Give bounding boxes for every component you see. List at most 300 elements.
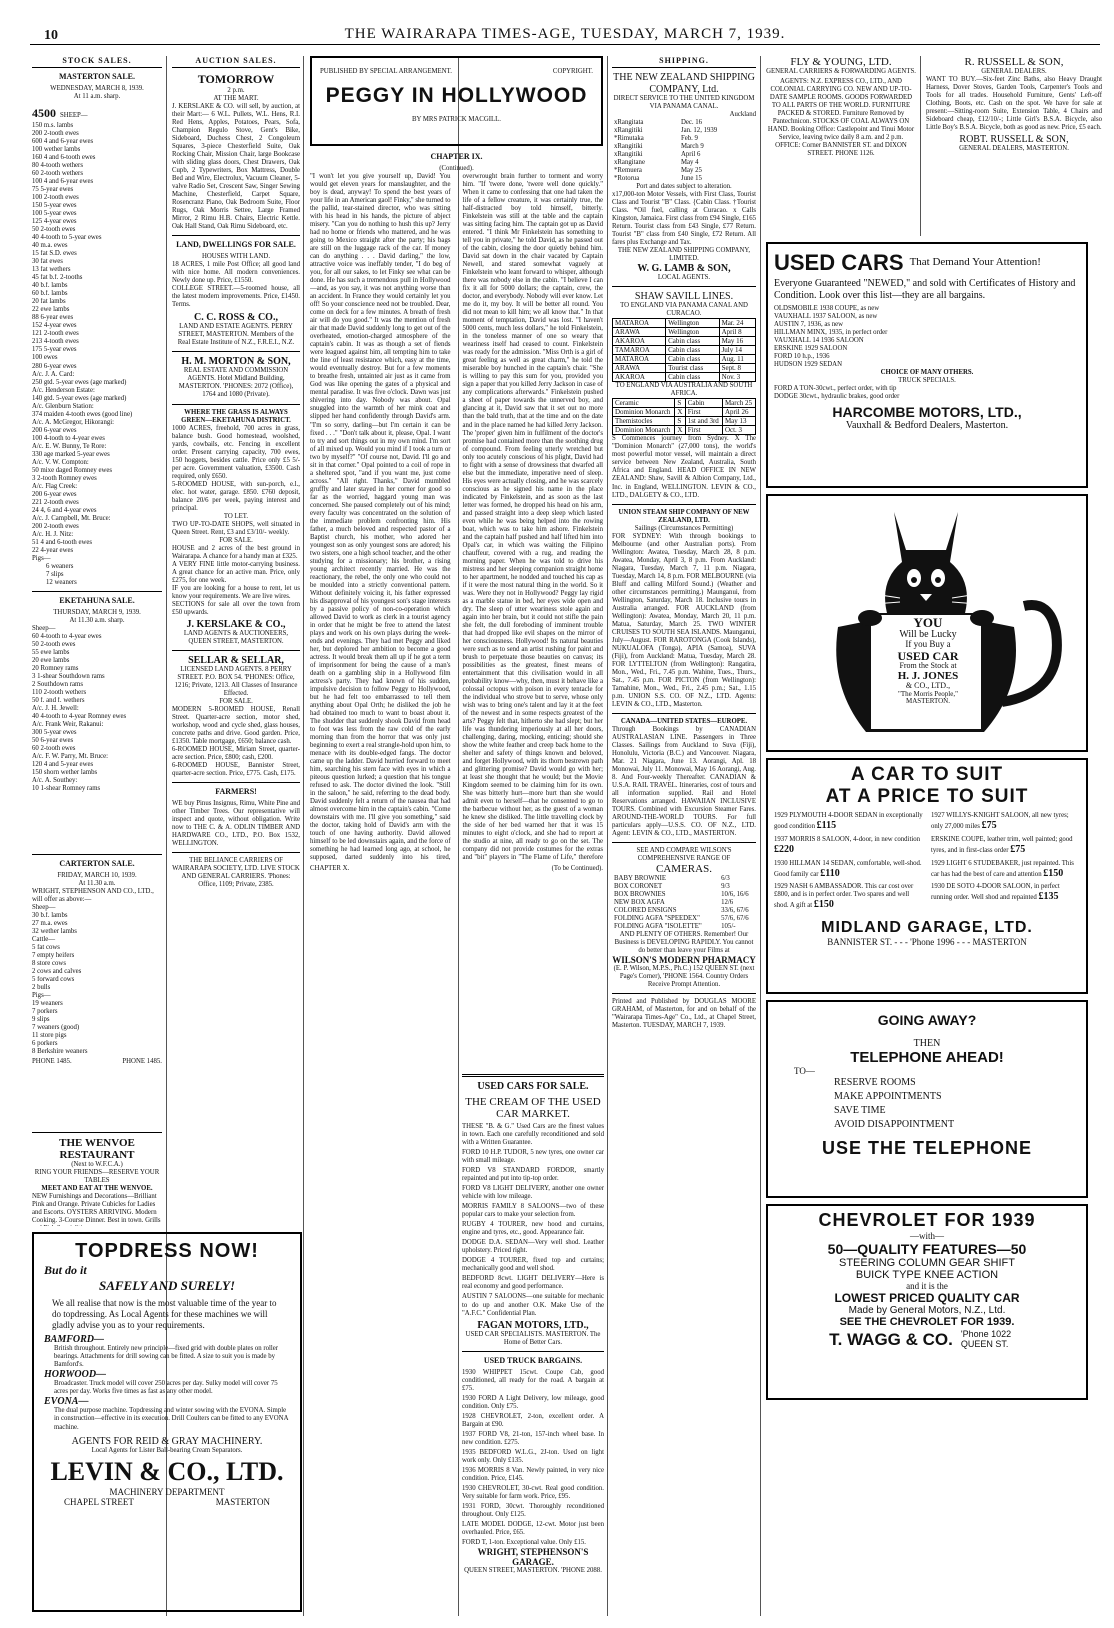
list-item: 22 4-year ewes — [32, 546, 74, 554]
wright-stephenson-text: WRIGHT, STEPHENSON AND CO., LTD., will offer as above:— — [32, 888, 154, 904]
port-note: Port and dates subject to alteration. — [636, 183, 732, 191]
divider — [172, 852, 300, 853]
list-item: DODGE 30cwt., hydraulic brakes, good order — [774, 393, 900, 401]
list-item: 51 4 and 6-tooth ewes — [32, 538, 93, 546]
car-description: 1930 HILLMAN 14 SEDAN, comfortable, well-shod. Good family car — [774, 859, 922, 878]
two-shops: TWO UP-TO-DATE SHOPS, well situated in Queen Street. Rent, £3 and £3/10/- weekly. — [172, 520, 300, 536]
for-sale-heading-2: FOR SALE. — [219, 698, 253, 705]
list-item: 32 wether lambs — [32, 928, 77, 936]
list-item: 100 2-tooth ewes — [32, 194, 79, 202]
table-cell: April 6 — [680, 151, 701, 159]
auction-sales-header: AUCTION SALES. — [172, 56, 300, 68]
table-cell: Nov. 3 — [719, 373, 755, 382]
list-item: 50 f. and f. wethers — [32, 697, 85, 705]
eketahuna-sale-heading: EKETAHUNA SALE. — [59, 595, 135, 605]
list-item: HILLMAN MINX, 1935, in perfect order — [774, 329, 888, 337]
midland-left-list — [774, 812, 923, 915]
list-item: 213 4-tooth ewes — [32, 338, 79, 346]
levin-name: LEVIN & CO., LTD. — [50, 1456, 284, 1486]
table-cell: May 16 — [719, 337, 755, 346]
list-item: 60 b.f. lambs — [32, 290, 68, 298]
table-cell: Cabin class — [666, 373, 719, 382]
divider — [612, 993, 756, 994]
list-item: 60 4-tooth to 4-year ewes — [32, 632, 102, 640]
list-item: 250 gtd. 5-year ewes (age marked) — [32, 378, 127, 386]
list-item: 3 2-tooth Romney ewes — [32, 474, 97, 482]
tomorrow-time: 2 p.m. — [227, 87, 245, 94]
chapter-heading: CHAPTER IX. — [430, 152, 483, 161]
list-item: 100 5-year ewes — [32, 210, 77, 218]
list-item: 60 2-tooth wethers — [32, 170, 83, 178]
harcombe-list — [774, 305, 1080, 369]
list-item: FORD V8 STANDARD FORDOR, smartly repainted and put into tip-top order. — [462, 1167, 604, 1183]
list-item: A/c. Flag Creek: — [32, 482, 78, 490]
at-mart: AT THE MART. — [213, 95, 259, 103]
russell-footer-sub: GENERAL DEALERS, MASTERTON. — [959, 145, 1069, 153]
use-telephone: USE THE TELEPHONE — [821, 1138, 1033, 1158]
table-cell: 1st and 3rd — [685, 417, 722, 426]
list-item: 1930 FORD A Light Delivery, low mileage, good condition. Only £75. — [462, 1394, 604, 1410]
column-rule — [920, 56, 921, 236]
priced-car — [931, 812, 1080, 832]
table-row — [612, 159, 756, 167]
beliance-carriers: THE BELIANCE CARRIERS OF WAIRARAPA SOCIETY, LTD. LIVE STOCK AND GENERAL CARRIERS. 'Phones: Office, 1109; Private, 2385. — [172, 857, 300, 889]
column-rule — [303, 56, 304, 1616]
list-item: MAKE APPOINTMENTS — [834, 1091, 942, 1102]
list-item: 50 6-year ewes — [32, 737, 74, 745]
wagg-phone: 'Phone 1022 QUEEN ST. — [960, 1329, 1012, 1349]
phone-right: PHONE 1485. — [122, 1058, 162, 1066]
list-item: 11 store pigs — [32, 1032, 67, 1040]
list-item: 2 Southdown rams — [32, 681, 83, 689]
list-item: A/c. A. McGregor, Hikorangi: — [32, 418, 115, 426]
harcombe-sub: Vauxhall & Bedford Dealers, Masterton. — [845, 420, 1009, 432]
shaw-title: SHAW SAVILL LINES. — [634, 291, 734, 303]
divider — [172, 235, 300, 236]
list-item: DODGE D.A. SEDAN—Very well shod. Leather upholstery. Priced right. — [462, 1239, 604, 1255]
list-item: A/c. J. H. Jewell: — [32, 705, 79, 713]
table-cell: BABY BROWNIE — [614, 875, 667, 883]
five-room-house: 5-ROOMED HOUSE, with sun-porch, e.l., elec. hot water, garage. £850. £760 deposit, balance 20/6 per week, paying interest and principal. — [172, 480, 300, 512]
table-cell: 9/3 — [721, 883, 730, 891]
list-item: LATE MODEL DODGE, 12-cwt. Motor just been overhauled. Price, £65. — [462, 1520, 604, 1536]
ad-college-street: COLLEGE STREET.—5-roomed house, all the latest modern improvements. Price, £1450. Terms. — [172, 285, 300, 309]
table-cell: xRangitane — [614, 159, 645, 167]
sheep-list — [32, 122, 162, 555]
chevrolet-buick: BUICK TYPE KNEE ACTION — [855, 1269, 999, 1281]
list-item: 88 6-year ewes — [32, 314, 74, 322]
table-cell: July 14 — [719, 346, 755, 355]
divider — [32, 854, 162, 855]
list-item: FORD A TON-30cwt., perfect order, with tip — [774, 385, 897, 393]
wenvoe-body: NEW Furnishings and Decorations—Brilliant Pink and Orange. Private Cubicles for Ladies and Escorts. OYSTERS ARRIVING. Modern Cooking. 3-Course Dinner. Best in town. Grills — [32, 1193, 161, 1225]
list-item: 8 store cows — [32, 960, 66, 968]
table-cell: Cabin class — [666, 346, 719, 355]
midland-name: MIDLAND GARAGE, LTD. — [821, 919, 1033, 937]
sheep-total-line — [32, 104, 162, 122]
shaw-sa-heading: TO ENGLAND VIA AUSTRALIA AND SOUTH AFRICA. — [615, 382, 753, 398]
ad-18-acres: 18 ACRES, 1 mile Post Office; all good land with nice home. All modern conveniences. Newly done up. Price, £1550. — [172, 261, 300, 285]
midland-right-list — [931, 812, 1080, 915]
jones-name: H. J. JONES — [897, 669, 959, 682]
list-item: VAUXHALL 1937 SALOON, as new — [774, 313, 878, 321]
table-row — [613, 399, 756, 408]
list-item: 7 porkers — [32, 1008, 58, 1016]
list-item: A/c. H. J. Nitz: — [32, 530, 74, 538]
six-room-miriam: 6-ROOMED HOUSE, Miriam Street, quarter-acre section. Price, £800; cash, £200. — [172, 746, 300, 762]
list-item: 13 fat wethers — [32, 266, 71, 274]
list-item: A/c. Henderson Estate: — [32, 386, 95, 394]
kerslake-sub: LAND AGENTS & AUCTIONEERS, QUEEN STREET, MASTERTON. — [183, 629, 289, 645]
table-cell: ARAWA — [613, 328, 666, 337]
list-item: ERSKINE 1929 SALOON — [774, 345, 848, 353]
table-row — [612, 135, 756, 143]
table-cell: Tourist class — [666, 364, 719, 373]
levin-dept: MACHINERY DEPARTMENT — [109, 1486, 225, 1497]
union-title: UNION STEAM SHIP COMPANY OF NEW ZEALAND, LTD. — [618, 508, 750, 524]
union-body: FOR SYDNEY: With through bookings to Melbourne (and other Australian ports). From Wellington: Awatea, Tuesday, March 28, 8 p.m. Awatea, Monday, April 3, 8 p.m. From Auckland: Niagara, Tuesday, March 7, 11 p.m. Niagara, Tuesday, March 14, 8 p.m. FOR MELBOURNE (via Bluff and calling Milford Sound.) (Weather and other circumstances permitting.) Maunganui, from Wellington, Saturday, March 18. Inclusive tours in Australia arranged. FOR AUCKLAND (from Wellington): Awatea, Monday, March 20, 11 p.m. Matua, Saturday, March 25. TWO WINTER CRUISES TO SOUTH SEA ISLANDS. Maunganui, July—August. FOR RAROTONGA (Cook Islands), NUKUALOFA (Tonga), APIA (Samoa), SUVA (Fiji), from Auckland: Matua, Tuesday, March 28. FOR LYTTELTON (from Wellington): Rangatira, Mon., Wed., Fri., 7.45 p.m. Wahine, Tues., Thurs., Sat., 7.45 p.m. FOR PICTON (from Wellington): Tamahine, Mon., Wed., Fri., 2.45 p.m.; Sat., 1.15 p.m. UNION S.S. CO. OF N.Z., LTD. Agents: LEVIN & CO., LTD., Masterton. — [612, 532, 756, 708]
kerslake-name: J. KERSLAKE & CO., — [186, 618, 286, 630]
wagg-line — [774, 1330, 1080, 1350]
wright-garage-sub: QUEEN STREET, MASTERTON. 'PHONE 2088. — [464, 1566, 602, 1574]
list-item: 150 5-year ewes — [32, 202, 77, 210]
table-row — [613, 417, 756, 426]
table-cell: Cabin — [685, 399, 722, 408]
sections-ad: SECTIONS for sale all over the town from £50 upwards. — [172, 600, 300, 616]
list-item: A/c. V. W. Compton: — [32, 458, 89, 466]
table-row — [612, 883, 756, 891]
list-item: 1935 BEDFORD W.L.G., 2J-ton. Used on light work only. Only £135. — [462, 1448, 604, 1464]
table-cell: Dominion Monarch — [613, 426, 675, 435]
table-cell: Dec. 16 — [680, 119, 703, 127]
priced-car — [774, 812, 923, 832]
to-be-continued: (To be Continued). — [551, 865, 603, 873]
list-item: 125 4-year ewes — [32, 218, 77, 226]
topdress-intro: We all realise that now is the most valuable time of the year to do topdressing. As Local Agents for these machines we will gladly advise you as to your requirements. — [52, 1298, 277, 1330]
eketahuna-sale-date: THURSDAY, MARCH 9, 1939. — [53, 608, 141, 616]
jones-sign — [872, 616, 984, 705]
midland-ad — [766, 758, 1088, 994]
wenvoe-ad — [32, 1128, 162, 1226]
table-cell: COLORED ENSIGNS — [614, 907, 677, 915]
going-away: GOING AWAY? — [877, 1012, 977, 1028]
house-two-acres: HOUSE and 2 acres of the best ground in Wairarapa. A chance for a handy man at £325. — [172, 544, 300, 560]
table-cell: *Remuera — [614, 167, 642, 175]
table-cell: 10/6, 16/6 — [721, 891, 749, 899]
list-item: 24 4, 6 and 4-year ewes — [32, 506, 97, 514]
car-description: 1937 MORRIS 8 SALOON, 4-door, in new condition — [774, 835, 921, 843]
list-item: HUDSON 1929 SEDAN — [774, 361, 842, 369]
list-item: 160 4 and 6-tooth ewes — [32, 154, 96, 162]
priced-car — [931, 860, 1080, 880]
table-cell: 6/3 — [721, 875, 730, 883]
wagg-name: T. WAGG & CO. — [829, 1330, 953, 1349]
list-item: 120 4 and 5-year ewes — [32, 761, 94, 769]
table-cell: ARAWA — [613, 364, 666, 373]
ross-sub: LAND AND ESTATE AGENTS. PERRY STREET, MASTERTON. Members of the Real Estate Institute of N.Z., F.R.E.I., N.Z. — [177, 323, 295, 347]
list-item: Sheep— — [32, 624, 56, 632]
topdress-local: Local Agents for Lister Ball-bearing Cream Separators. — [91, 1446, 243, 1454]
divider — [612, 713, 756, 714]
bamford-body: British throughout. Entirely new principle—fixed grid with double plates on roller bearings. Attachments for drill sowing can be fitted. A size to suit you is made by Bamford's. — [54, 1345, 279, 1369]
list-item: 19 weaners — [32, 1000, 63, 1008]
list-item: 55 ewe lambs — [32, 649, 70, 657]
russell-footer: ROBT. RUSSELL & SON, — [959, 134, 1069, 146]
divider — [172, 782, 300, 783]
eketahuna-sale-time: At 11.30 a.m. sharp. — [69, 616, 125, 624]
list-item: 200 6-year ewes — [32, 490, 77, 498]
car-description: 1930 DE SOTO 4-DOOR SALOON, in perfect running order. Well shod and repainted — [931, 883, 1060, 902]
list-item: 152 4-year ewes — [32, 322, 77, 330]
list-item: 300 5-year ewes — [32, 729, 77, 737]
lamb-sub: LOCAL AGENTS. — [657, 274, 711, 282]
priced-car — [774, 860, 923, 880]
priced-car — [931, 836, 1080, 856]
table-cell: *Rimutaka — [614, 135, 644, 143]
masthead-title: THE WAIRARAPA TIMES-AGE, TUESDAY, MARCH 7, 1939. — [344, 26, 786, 42]
list-item: 15 fat S.D. ewes — [32, 250, 77, 258]
table-row — [613, 355, 756, 364]
list-item: Sheep— — [32, 904, 56, 912]
list-item: 30 b.f. lambs — [32, 912, 68, 920]
car-price: £75 — [1010, 843, 1026, 855]
list-item: 1931 FORD, 30cwt. Thoroughly reconditioned throughout. Only £125. — [462, 1502, 604, 1518]
ross-name: C. C. ROSS & CO., — [194, 312, 278, 324]
list-item: 2 cows and calves — [32, 968, 82, 976]
divider — [32, 591, 162, 592]
list-item: 60 2-tooth ewes — [32, 745, 76, 753]
table-cell: 33/6, 67/6 — [721, 907, 749, 915]
table-cell: Ceramic — [613, 399, 675, 408]
jones-from: From the Stock at — [899, 661, 957, 671]
jones-usedcar: USED CAR — [897, 648, 959, 663]
car-description: 1929 NASH 6 AMBASSADOR. This car cost over £800, and is in perfect order. Two spares and well shod. A gift at — [774, 883, 914, 910]
fagan-sub: USED CAR SPECIALISTS. MASTERTON. The Home of Better Cars. — [465, 1330, 601, 1346]
list-item: 200 6-year ewes — [32, 426, 77, 434]
table-row — [612, 175, 756, 183]
canada-body: Through Bookings by CANADIAN AUSTRALASIAN LINE. Passengers in Three Classes. Sailings from Auckland to Suva (Fiji), Honolulu, Victoria (B.C.) and Vancouver. Niagara, Mar. 21 Niagara, June 13. Aorangi, Apl. 18 Monowai, July 11. Monowai, May 16 Aorangi, Aug. 8. And Four-weekly Thereafter. CANADIAN & U.S.A. RAIL TRAVEL. Itineraries, cost of tours and all information supplied. Rail and Hotel Reservations arranged. HAWAIIAN INCLUSIVE TOURS. Combined with Excursion Steamer Fares. AROUND-THE-WORLD TOURS. For full particulars apply—U.S.S. CO. OF N.Z., LTD. Agent: LEVIN & CO., LTD., MASTERTON. — [612, 725, 756, 838]
grass-heading: WHERE THE GRASS IS ALWAYS GREEN—EKETAHUNA DISTRICT. — [181, 408, 291, 424]
table-cell: TAMAROA — [613, 346, 666, 355]
masterton-sale-time: At 11 a.m. sharp. — [73, 93, 121, 101]
table-row — [612, 151, 756, 159]
table-cell: Themistocles — [613, 417, 675, 426]
serial-author: BY MRS PATRICK MACGILL. — [411, 116, 501, 124]
chevrolet-ad — [766, 1204, 1088, 1400]
serial-footer — [310, 865, 603, 873]
car-description: 1927 WILLYS-KNIGHT SALOON, all new tyres; only 27,000 miles — [931, 812, 1069, 831]
carterton-column — [32, 850, 162, 1125]
table-row — [613, 337, 756, 346]
table-cell: Dominion Monarch — [613, 408, 675, 417]
midland-sub: BANNISTER ST. - - - 'Phone 1996 - - - MASTERTON — [827, 937, 1027, 948]
list-item: A/c. Glenburn Station: — [32, 402, 94, 410]
list-item: RUGBY 4 TOURER, new hood and curtains, engine and tyres, etc., good. Appearance fair. — [462, 1221, 604, 1237]
list-item: 200 2-tooth ewes — [32, 522, 79, 530]
harcombe-tag: That Demand Your Attention! — [909, 256, 1041, 269]
list-item: 110 2-tooth wethers — [32, 689, 87, 697]
used-cars-column — [462, 1070, 604, 1618]
carterton-list — [32, 904, 162, 1056]
sheep-label: SHEEP— — [60, 112, 88, 120]
masthead — [30, 22, 1100, 45]
jones-you: YOU — [913, 615, 943, 630]
table-cell: 105/- — [721, 923, 736, 931]
table-cell: Sept. 8 — [719, 364, 755, 373]
list-item: 40 m.a. ewes — [32, 242, 68, 250]
union-sub: Sailings (Circumstances Permitting) — [634, 524, 734, 532]
list-item: FORD 10 h.p., 1936 — [774, 353, 830, 361]
list-item: 7 slips — [46, 570, 64, 578]
list-item: 20 ewe lambs — [32, 657, 70, 665]
list-item: 1936 MORRIS 8 Van. Newly painted, in very nice condition. Price, £145. — [462, 1466, 604, 1482]
table-cell: MATAROA — [613, 355, 666, 364]
houses-heading: HOUSES WITH LAND. — [201, 253, 271, 261]
list-item: 27 m.a. ewes — [32, 920, 68, 928]
wilson-sub: (E. P. Wilson, M.P.S., Ph.C.) 152 QUEEN ST. (next Page's Corner), 'PHONE 1564. Country Orders Receive Prompt Attention. — [613, 965, 755, 989]
list-item: 6 weaners — [46, 562, 74, 570]
russell-title: R. RUSSELL & SON, — [964, 56, 1064, 68]
harcombe-ad — [766, 242, 1088, 488]
topdress-title: TOPDRESS NOW! — [75, 1240, 259, 1262]
serial-copyright: COPYRIGHT. — [552, 68, 593, 75]
list-item: AVOID DISAPPOINTMENT — [834, 1119, 955, 1130]
six-room-bannister: 6-ROOMED HOUSE, Bannister Street, quarter-acre section. Price, £775. Cash, £175. — [172, 762, 300, 778]
harcombe-body: Everyone Guaranteed "NEWED," and sold with Certificates of History and Condition. Look over this list—they are all bargains. — [774, 278, 1076, 301]
table-row — [613, 319, 756, 328]
table-cell: May 13 — [722, 417, 755, 426]
wenvoe-sub: (Next to W.F.C.A.) — [71, 1161, 123, 1169]
priced-car — [931, 883, 1080, 903]
modern-five-room: MODERN 5-ROOMED HOUSE, Renall Street. Quarter-acre section, motor shed, workshop, wood and cycle shed, glass houses, concrete paths and drive. Good garden. Price, £1350. Table mortgage, £650; balance cash. — [172, 706, 300, 746]
house-to-rent: IF you are looking for a house to rent, let us know your requirements. We are live wires. — [172, 584, 300, 600]
list-item: A/c. Frank Weir, Rakanui: — [32, 721, 104, 729]
table-cell: FOLDING AGFA "ISOLETTE" — [614, 923, 702, 931]
list-item: A/c. F. W. Parry, Mt. Bruce: — [32, 753, 109, 761]
list-item: VAUXHALL 14 1936 SALOON — [774, 337, 864, 345]
priced-car — [774, 883, 923, 911]
kerslake-auction: J. KERSLAKE & CO. will sell, by auction, at their Mart:— 6 W.L. Pullets, W.L. Hens, R.I. Red Hens, Apples, Potatoes, Pears, Sofa, Champion Regulo Stove, Gent's Bike, Sideboard, Duchess Chest, 2 Congoleum Squares, 3-piece Chesterfield Suite, Oak Rocking Chair, Mission Chair, large Bookcase with sliding glass doors, Chest Drawers, Oak Cupb, 2 Typewriters, Box Mattress, Double Bed and Wire, Electrolux, Vacuum Cleaner, 5-valve Radio Set, Crescent Saw, Singer Sewing Machine, Chesterfield, Carpet Square, Rosencranz Piano, Oak Bedroom Suite, Floor Rugs, Oak Morris Settee, Large Framed Mirror, 2 Rimu H.B. Chairs, Electric Kettle. Oak Hall Stand, Oak Rimu Sideboard, etc. — [172, 103, 300, 231]
wenvoe-title: THE WENVOE RESTAURANT — [59, 1137, 135, 1162]
list-item: MORRIS FAMILY 8 SALOONS—two of these popular cars to make your selection from. — [462, 1203, 604, 1219]
divider — [172, 351, 300, 352]
chevrolet-fifty: 50—QUALITY FEATURES—50 — [827, 1241, 1027, 1257]
telephone-then: THEN — [913, 1038, 941, 1049]
harcombe-choice: CHOICE OF MANY OTHERS. — [880, 369, 974, 377]
list-item: 7 empty heifers — [32, 952, 75, 960]
table-cell: AKAROA — [613, 373, 666, 382]
priced-car — [774, 836, 923, 856]
canada-title: CANADA—UNITED STATES—EUROPE. — [620, 717, 748, 725]
chevrolet-made: Made by General Motors, N.Z., Ltd. — [848, 1305, 1006, 1316]
table-cell: FOLDING AGFA "SPEEDEX" — [614, 915, 700, 923]
nzsc-sub: DIRECT SERVICE TO THE UNITED KINGDOM VIA PANAMA CANAL. — [613, 95, 755, 111]
used-cars-header: USED CARS FOR SALE. — [477, 1081, 589, 1092]
divider — [172, 404, 300, 405]
list-item: 50 mixe daged Romney ewes — [32, 466, 113, 474]
table-row — [612, 899, 756, 907]
list-item: A/c. E. W. Bunny, Te Rore: — [32, 442, 107, 450]
divider — [612, 842, 756, 843]
morton-sub: REAL ESTATE AND COMMISSION AGENTS. Hotel Midland Building, MASTERTON. 'PHONES: 2072 (Office), 1764 and 1080 (Private). — [178, 367, 294, 399]
list-item: 1930 WHIPPET 15cwt. Coupe Cab, good conditioned, all ready for the road. A bargain at £75. — [462, 1368, 604, 1392]
table-cell: xRangitiki — [614, 151, 643, 159]
used-car-list — [462, 1149, 604, 1317]
table-cell: Oct. 3 — [722, 426, 755, 435]
table-cell: June 15 — [680, 175, 702, 183]
list-item: 150 shorn wether lambs — [32, 769, 98, 777]
serial-story — [310, 56, 603, 1068]
list-item: DODGE 4 TOURER, fixed top and curtains; mechanically good and well shod. — [462, 1257, 604, 1273]
jones-morris: "The Morris People," — [898, 689, 958, 698]
list-item: 40 4-tooth to 5-year ewes — [32, 234, 102, 242]
fly-sub: GENERAL CARRIERS & FORWARDING AGENTS. — [766, 68, 916, 75]
grass-body: 1000 ACRES, freehold, 700 acres in grass, balance bush. Good homestead, woolshed, yards, cowbails, etc. Fencing in excellent order. Present carrying capacity, 700 ewes, 150 hoggets, besides cattle. Price only £5 5/- per acre. Government valuation, £3500. Cash required, only £650. — [172, 424, 300, 480]
table-cell: NEW BOX AGFA — [614, 899, 665, 907]
sellar-sub: LICENSED LAND AGENTS. 8 PERRY STREET. P.O. BOX 54. 'PHONES: Office, 1216; Private, 1213. All Classes of Insurance Effected. — [174, 665, 298, 697]
list-item: 100 4 and 6-year ewes — [32, 178, 94, 186]
list-item: 140 gtd. 5-year ewes (age marked) — [32, 394, 127, 402]
bamford-head: BAMFORD— — [44, 1334, 105, 1346]
jones-if: If you Buy a — [905, 639, 951, 650]
pig-list — [32, 563, 162, 587]
pigs-label: Pigs— — [32, 554, 51, 562]
table-cell: March 9 — [680, 143, 704, 151]
car-description: ERSKINE COUPE, leather trim, well painted; good tyres, and in first-class order — [931, 835, 1073, 854]
table-cell: Wellington — [666, 319, 719, 328]
stock-sales-header: STOCK SALES. — [32, 56, 162, 68]
midland-title-2: AT A PRICE TO SUIT — [825, 786, 1029, 807]
motor-business: A VERY FINE little motor-carrying business. A great chance for an active man. Price, only £275, for one week. — [172, 560, 300, 584]
list-item: 374 maiden 4-tooth ewes (good line) — [32, 410, 133, 418]
list-item: OLDSMOBILE 1938 COUPE, as new — [774, 305, 880, 312]
list-item: 75 5-year ewes — [32, 186, 74, 194]
table-row — [613, 364, 756, 373]
table-cell: S — [675, 417, 685, 426]
telephone-to: TO— — [794, 1066, 815, 1076]
table-cell: Wellington — [666, 328, 719, 337]
harcombe-trucks — [774, 385, 1080, 401]
divider — [612, 504, 756, 505]
chevrolet-see: SEE THE CHEVROLET FOR 1939. — [839, 1316, 1015, 1328]
car-price: £150 — [1043, 867, 1064, 879]
table-cell: Feb. 9 — [680, 135, 698, 143]
list-item: 600 4 and 6-year ewes — [32, 138, 94, 146]
list-item: 20 Romney rams — [32, 665, 79, 673]
table-cell: March 25 — [722, 399, 755, 408]
harcombe-name: HARCOMBE MOTORS, LTD., — [832, 404, 1022, 421]
fagan-name: FAGAN MOTORS, LTD., — [477, 1319, 589, 1331]
serial-text: "I won't let you give yourself up, David! You would get eleven years for manslaughter, and the boy is dead, anyway! To spend the best years of your life in an American gaol! Finky," she turned to the pallid, tear-stained director, who was sitting with his head in his hands, the picture of abject misery. "Can you do nothing to hush this up? Jerry had no home or friends who mattered, and he was going to Mexico straight after the party; his bags are still on the luggage rack of the car. If money can do anything . . . David darling," the low, attractive voice was ineffably tender, "I do beg of you, for all our sakes, to let Finky see what can be done. He has such a tremendous pull in Hollywood—and, as you say, it was not anything worse than an accident. In France they would certainly let you off! So your conscience need not be troubled. Dear, come on deck for a few minutes. A breath of fresh air will do you good." It was the mention of fresh air that made David suddenly long to get out of the overheated, emotion-charged atmosphere of the captain's cabin. It was as though a set of fiends were leagued against him, all tempting him to take the line of least resistance which, easy at the time, would eventually destroy. But for a few moments to breathe fresh, untainted air just as it came from God was like opening the gates of a physical and mental paradise. It was five o'clock. Dawn was just shivering into day. Nobody was about. Opal snuggled into the warmth of her mink coat and slipped her hand confidently through David's arm. "I'm so sorry, darling—but I'm certain it can be fixed . . ." "Don't talk about it, please, Opal. I want to try and sort things out in my own mind. I'm sort of all mixed up. Would you mind if I took a turn or two by myself?" "Of course not, David. I'll go and sit in that corner." Opal pointed to a coil of rope in a sheltered spot, "and if you want me, just come across." "All right. Thanks," David mumbled gruffly and later stayed in her corner for good so far as the worried, haggard young man was concerned. She paused completely out of his mind; every faculty was concentrated on the solution of the immediate problem confronting him. His father, a much beloved and respected pastor of a Baptist church, his mother, who adored her youngest son as only youngest sons are adored; his two sisters, one a high school teacher, and the other studying for a missionary; his brother, a rising young architect recently married. He was the reactionary, the rebel, the only one who could not be moulded into a strictly conventional pattern. Without definitely voicing it, his father expressed his disapproval of his youngest son's stage interests by a passive policy of non-co-operation which allowed David to work as clerk in a tourist agency in order that he might be free to attend the latest plays and work on his own plays during the week-ends and evenings. They had met Peggy and liked her, but deplored her ambition to become a good actress. It would break them all up if he got a term of imprisonment for being the cause of a man's death on a gambling ship in a Hollywood film actress's party. They had known of his sudden, impulsive decision to follow Peggy to Hollywood, but he had felt too embarrassed to tell them anything about Opal Orth; he disliked the job he had obtained too much to want to boast about it. The shudder that suddenly shook David from head to foot was less from the raw cold of the early morning than from the horror that was only just beginning to exert a real strangle-hold upon him, to menace with its double-edged fangs. The doctor came up the ladder. David hurried forward to meet him, searching his stern face with eyes in which a piteous question lurked; a question that his tongue refused to ask. The doctor divined the look. "Still in the saloon," he said, referring to the dead body. David suddenly felt a return of the nausea that had almost overcome him in the captain's cabin. "Come downstairs with me. I'll give you something," said the doctor, taking hold of David's arm with the touch of one having authority. David allowed himself to be led downstairs again, and the force of something he had learned long ago, at school, he supposed, darted suddenly into his tired, overwrought brain further to torment and worry him. "If 'twere done, 'twere well done quickly." When it came to confessing that one had taken the life of a fellow creature, it was certainly true, the half-distracted boy told himself, bitterly. Finkelstein was still at the table and the captain was sitting facing him. The captain got up as David entered. "I think Mr Finkelstein has something to tell you in private," he told David, as he passed out of the cabin, closing the door quietly behind him. David sat down in the chair vacated by Captain Newell, and stared somewhat vaguely at Finkelstein who leant forward to whisper, although there was nobody else in the cabin. "I believe I can fix it all for 5000 dollars; the captain, crew, the doctor, and everybody. Nobody will ever know. Let me do it, my boy. It will be better all round. You did not mean to kill him; we all know that." In that moment of temptation, David was lost. "I haven't 5000 cents, much less dollars," he told Finkelstein, in the toneless manner of one so weary that weariness itself had ceased to count. Finkelstein was ready for the admission. "Miss Orth is a girl of great feeling as well as great charm," he told the miserable boy hunched in the captain's chair. "She is willing to pay this sum for you, provided you sign a paper that you killed Jerry Jackson in case of any complications afterwards." Finkelstein pushed a sheet of paper towards the unnerved boy, and glancing at it, David saw that it set out no more than the bald truth, that at the time and on the date and in the place named he had killed Jerry Jackson. The 'proper' given him in fulfilment of the doctor's promise had contained more than the soothing drug of compound. From feeling utterly wretched but only too acutely conscious of his plight, David had to fight with a sense of drowsiness that dwarfed all else but the immediate, imperative need of sleep. His eyes were actually closing, and he was scarcely conscious as he signed his name in the place indicated by Finkelstein, and as soon as the last letter was formed, he dropped his head on his arm, and passed straight into a deep sleep which lasted even while he was being helped into the rowing boat, which was to take him ashore. Finkelstein and the captain half pushed and half lifted him into Opal's car, in which was waiting the Filipino chauffeur, covered with a rug, and reading the morning paper. When he was told to drive his mistress and her sleeping companion straight home to her apartment, he nodded and touched his cap as if it were the most natural thing in the world. So it was. Were they not in Hollywood? Peggy lay rigid as a marble statue in bed, her eyes wide open and dry. The sleep of utter weariness stole again and again into her brain, but it could not stifle the pain she felt, the dull foreboding of imminent trouble that had dropped like evil shapes on the mirror of her consciousness. Hollywood! Its natural beauties were such as to send an artist rushing for paint and brush to perpetuate those beauties on canvas; its possibilities as the greatest, finest means of entertainment that this civilisation would in all probability know—why, then, must it behave like a colossal octopus with poison in every tentacle for the individual who strove but to serve, whose only wish was to bring one's talent and lay it at the feet of the newest and in some respects greatest of the arts? Peggy felt that, hitherto she had slept; but her life was thundering imperiously at all her doors, challenging, daring, mocking, enticing; should she show the white feather and creep back home to the shelter and safety of things known and beloved, and forget Hollywood, with its thorn bestrewn path and glittering promise? David would go with her; at least she thought that he would; but the Movie Kingdom seemed to be claiming him for its own. She was bitterly hurt—more hurt than she would admit even to herself—that he consented to go to the barbecue without her, as the guest of a woman he knew she disliked. The little travelling clock by the side of her bed warned her that it was 15 minutes to eight o'clock, and she had to report at the studio at nine, all ready to go on the set. The company did not provide costumes for the extras and "bit" players in "The Flame of Life," therefore — [310, 173, 603, 862]
serial-title-box — [310, 56, 603, 146]
car-description: 1929 PLYMOUTH 4-DOOR SEDAN in exceptionally good condition — [774, 812, 923, 831]
table-cell: xRangitata — [614, 119, 644, 127]
list-item: 10 1-shear Romney rams — [32, 785, 101, 793]
table-cell: April 8 — [719, 328, 755, 337]
list-item: 22 ewe lambs — [32, 306, 70, 314]
list-item: 200 2-tooth ewes — [32, 130, 79, 138]
table-cell: Cabin class — [666, 355, 719, 364]
fly-young-ad — [766, 56, 916, 236]
car-price: £115 — [816, 820, 837, 832]
lamb-name: W. G. LAMB & SON, — [637, 263, 731, 275]
list-item: 100 wether lambs — [32, 146, 81, 154]
cameras-head: SEE AND COMPARE WILSON'S COMPREHENSIVE RANGE OF — [636, 847, 732, 863]
list-item: 80 4-tooth wethers — [32, 162, 83, 170]
cream-heading: THE CREAM OF THE USED CAR MARKET. — [465, 1096, 601, 1121]
midland-title-1: A CAR TO SUIT — [850, 764, 1004, 785]
truck-list — [462, 1369, 604, 1547]
